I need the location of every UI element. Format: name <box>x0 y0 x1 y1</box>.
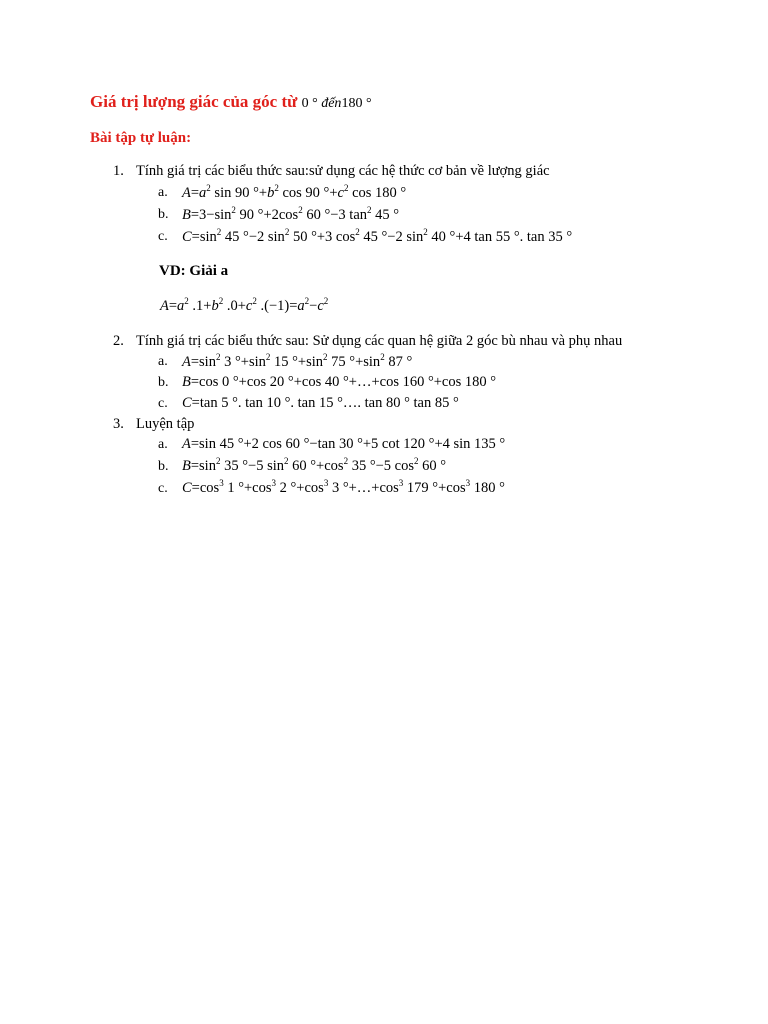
section2-item-c-formula: C=tan 5 °. tan 10 °. tan 15 °…. tan 80 ° tan 85 ° <box>182 395 459 411</box>
section2-item-b-formula: B=cos 0 °+cos 20 °+cos 40 °+…+cos 160 °+cos 180 ° <box>182 374 497 390</box>
section3-heading: Luyện tập <box>136 416 195 432</box>
section1-number: 1. <box>113 163 124 179</box>
title-text: Giá trị lượng giác của góc từ <box>90 92 298 111</box>
section2-item-a-letter: a. <box>158 354 168 369</box>
section1-item-c-formula: $C=\sin^2$ 45 °−2 $\sin^2 50$ °+3 $\cos^2 45$ °−2 $\sin^2 40$ °+4 tan 55 °. tan 35 ° <box>182 227 573 245</box>
example-formula: $A=a^2$ $.1+b^2$ $.0+c^2$ $.(-1)=a^2-c^2$ <box>160 296 329 314</box>
section3-item-b-formula: $B=\sin^2$ 35 °−5 $\sin^2 60$ $^\circ+\cos^2$ 35 °−5 $\cos^2 60$ ° <box>182 456 447 474</box>
section3-item-c-formula: $C=\cos^3$ 1 $^\circ+\cos^3$ 2 $^\circ+\cos^3$ 3 $^\circ+\dots+\cos^3$ 179 $^\circ+\cos^3$ 180 ° <box>182 478 505 496</box>
section3-number: 3. <box>113 416 124 432</box>
section3-item-a-formula: A=sin 45 °+2 cos 60 °−tan 30 °+5 cot 120 °+4 sin 135 ° <box>182 436 506 452</box>
section1-heading: Tính giá trị các biểu thức sau:sử dụng các hệ thức cơ bản về lượng giác <box>136 163 550 179</box>
section2-item-a-formula: $A=\sin^2$ 3 $^\circ+\sin^2$ 15 $^\circ+\sin^2$ 75 $^\circ+\sin^2$ 87 ° <box>182 352 413 370</box>
section1-item-b-formula: $B=3-\sin^2$ 90 $^\circ+2\cos^2$ 60 °−3 $\tan^2 45$ ° <box>182 205 400 223</box>
section3-item-a-letter: a. <box>158 437 168 452</box>
section1-item-b-letter: b. <box>158 207 169 222</box>
section1-item-c-letter: c. <box>158 229 168 244</box>
section1-item-a-formula: $A=a^2$ sin 90 $^\circ+b^2$ cos 90 $^\circ+c^2$ cos 180 ° <box>182 183 407 201</box>
exercise-subtitle: Bài tập tự luận: <box>90 130 192 146</box>
section3-item-c-letter: c. <box>158 481 168 496</box>
section2-heading: Tính giá trị các biểu thức sau: Sử dụng các quan hệ giữa 2 góc bù nhau và phụ nhau <box>136 333 623 349</box>
section3-item-b-letter: b. <box>158 459 169 474</box>
section2-number: 2. <box>113 333 124 349</box>
section2-item-b-letter: b. <box>158 375 169 390</box>
section1-item-a-letter: a. <box>158 185 168 200</box>
section2-item-c-letter: c. <box>158 396 168 411</box>
example-label: VD: Giải a <box>159 263 229 279</box>
page-title <box>90 92 372 112</box>
title-angle-range: 0 ° đến180 ° <box>301 96 372 111</box>
